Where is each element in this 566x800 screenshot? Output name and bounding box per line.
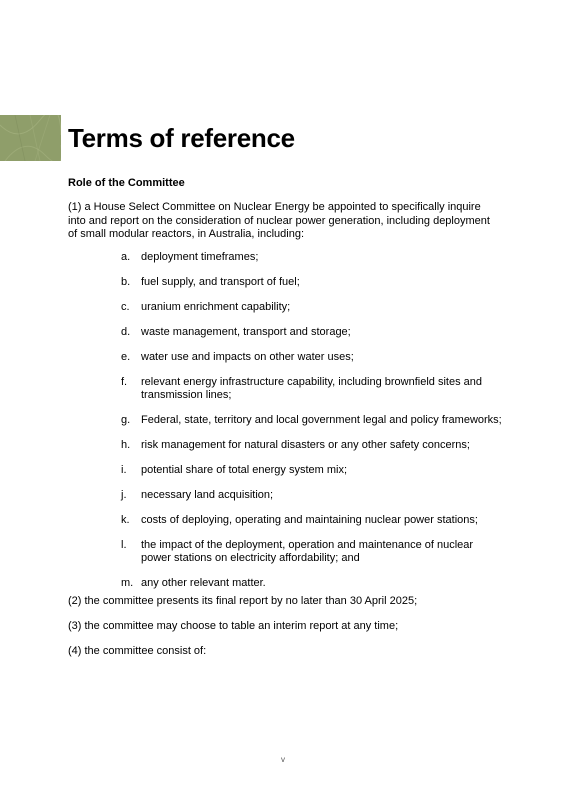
list-marker: j. <box>121 489 127 501</box>
list-item <box>68 539 508 577</box>
list-item-text: water use and impacts on other water uses; <box>141 351 354 363</box>
list-item <box>68 439 508 464</box>
list-item-text: risk management for natural disasters or any other safety concerns; <box>141 439 470 451</box>
list-item-text: waste management, transport and storage; <box>141 326 351 338</box>
list-item <box>68 414 508 439</box>
list-marker: c. <box>121 301 130 313</box>
page-title: Terms of reference <box>68 123 295 153</box>
list-item <box>68 251 508 276</box>
list-item-text: any other relevant matter. <box>141 577 266 589</box>
decorative-pattern <box>0 115 61 161</box>
list-item-text: potential share of total energy system mix; <box>141 464 348 476</box>
list-marker: d. <box>121 326 131 338</box>
list-marker: f. <box>121 376 128 388</box>
list-item <box>68 326 508 351</box>
decorative-header-block <box>0 115 61 161</box>
list-marker: i. <box>121 464 127 476</box>
list-item <box>68 276 508 301</box>
list-marker: g. <box>121 414 131 426</box>
list-item-text: deployment timeframes; <box>141 251 259 263</box>
terms-list <box>68 251 508 602</box>
list-item <box>68 301 508 326</box>
list-marker: e. <box>121 351 131 363</box>
list-marker: h. <box>121 439 131 451</box>
list-item <box>68 351 508 376</box>
list-marker: b. <box>121 276 131 288</box>
list-marker: a. <box>121 251 131 263</box>
list-item <box>68 514 508 539</box>
section-heading: Role of the Committee <box>68 177 185 189</box>
clause-interim-report: (3) the committee may choose to table an interim report at any time; <box>68 620 399 632</box>
list-item <box>68 464 508 489</box>
intro-paragraph: (1) a House Select Committee on Nuclear Energy be appointed to specifically inquire into and report on the consideration of nuclear power generation, including deployment of small modular reactors, in Australia, including: <box>68 201 490 240</box>
list-item-text: relevant energy infrastructure capability, including brownfield sites and transmission lines; <box>141 376 482 401</box>
list-item-text: the impact of the deployment, operation and maintenance of nuclear power stations on electricity affordability; and <box>141 539 474 564</box>
list-marker: k. <box>121 514 130 526</box>
list-item-text: Federal, state, territory and local government legal and policy frameworks; <box>141 414 502 426</box>
list-item <box>68 489 508 514</box>
list-marker: m. <box>121 577 134 589</box>
clause-membership: (4) the committee consist of: <box>68 645 207 657</box>
list-item <box>68 376 508 414</box>
list-item-text: costs of deploying, operating and maintaining nuclear power stations; <box>141 514 478 526</box>
list-item-text: fuel supply, and transport of fuel; <box>141 276 300 288</box>
page-number: v <box>281 755 285 764</box>
list-marker: l. <box>121 539 127 551</box>
list-item-text: necessary land acquisition; <box>141 489 274 501</box>
clause-final-report: (2) the committee presents its final report by no later than 30 April 2025; <box>68 595 418 607</box>
list-item-text: uranium enrichment capability; <box>141 301 291 313</box>
